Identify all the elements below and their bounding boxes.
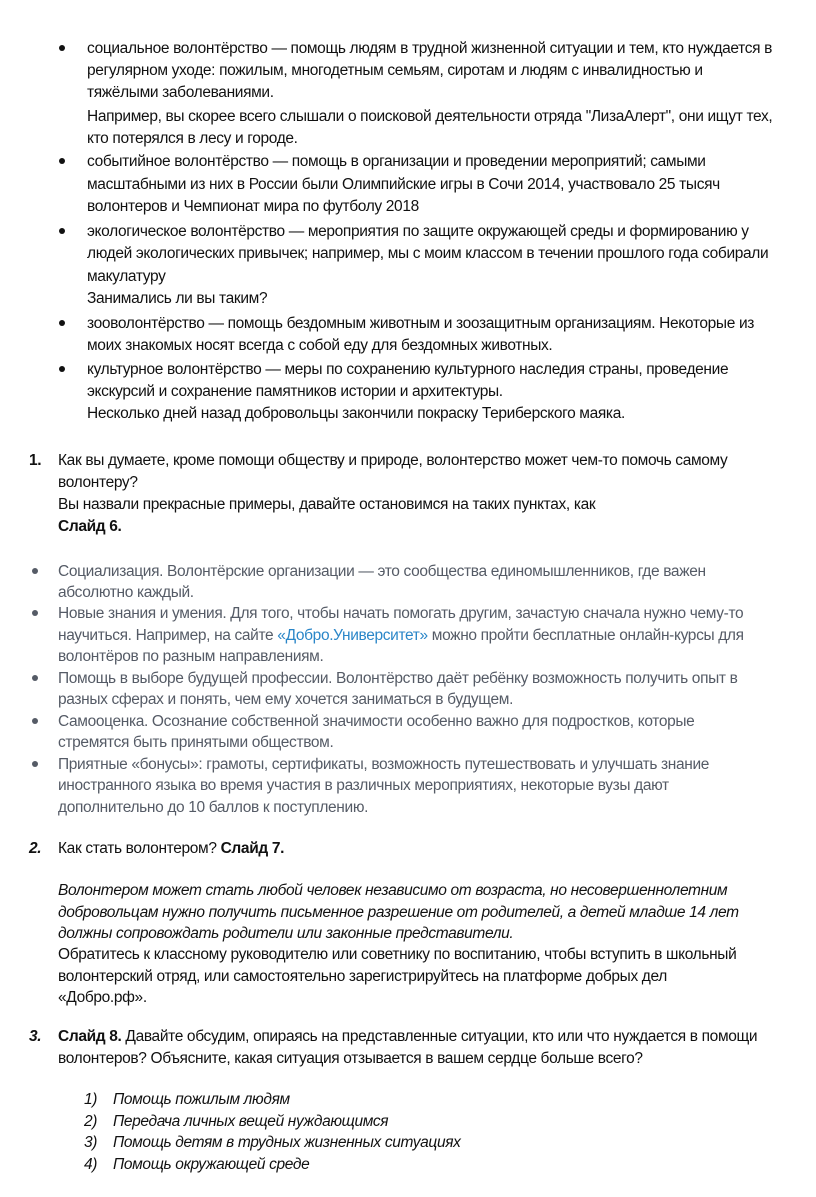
paragraph-line: «Добро.рф». — [58, 989, 147, 1006]
bullet-icon — [32, 568, 38, 574]
question-text: Как стать волонтером? — [58, 840, 221, 857]
option-number: 2) — [84, 1113, 98, 1130]
bullet-icon — [32, 610, 38, 616]
list-item-line: макулатуру — [87, 268, 166, 285]
question-text-line: Как вы думаете, кроме помощи обществу и природе, волонтерство может чем-то помочь самому — [58, 452, 728, 469]
question-text-line: волонтеров? Объясните, какая ситуация отзывается в вашем сердце больше всего? — [58, 1050, 643, 1067]
list-item-line: зооволонтёрство — помощь бездомным животным и зоозащитным организациям. Некоторые из — [87, 315, 755, 332]
bullet-icon — [59, 228, 65, 234]
bullet-icon — [59, 45, 65, 51]
bullet-icon — [32, 761, 38, 767]
text-segment: научиться. Например, на сайте — [58, 627, 278, 644]
italic-note-line: добровольцам нужно получить письменное разрешение от родителей, а детей младше 14 лет — [58, 904, 739, 921]
question-text-line: Вы назвали прекрасные примеры, давайте остановимся на таких пунктах, как — [58, 496, 596, 513]
question-number: 1. — [29, 452, 42, 469]
option-text: Помощь детям в трудных жизненных ситуациях — [113, 1134, 461, 1151]
list-item-line: регулярном уходе: пожилым, многодетным семьям, сиротам и людям с инвалидностью и — [87, 62, 703, 79]
question-text: Давайте обсудим, опираясь на представленные ситуации, кто или что нуждается в помощи — [121, 1028, 758, 1045]
bullet-icon — [32, 675, 38, 681]
list-item-line: Самооценка. Осознание собственной значимости особенно важно для подростков, которые — [58, 713, 695, 730]
list-item-line: стремятся быть принятыми обществом. — [58, 734, 334, 751]
list-item-line: Новые знания и умения. Для того, чтобы начать помогать другим, зачастую сначала нужно чему-то — [58, 605, 744, 622]
list-item-line — [58, 625, 744, 646]
option-text: Передача личных вещей нуждающимся — [113, 1113, 389, 1130]
list-item-line: Помощь в выборе будущей профессии. Волонтёрство даёт ребёнку возможность получить опыт в — [58, 670, 738, 687]
list-item-line: культурное волонтёрство — меры по сохранению культурного наследия страны, проведение — [87, 361, 729, 378]
question-text-line — [58, 1026, 757, 1047]
italic-note-line: должны сопровождать родители или законные представители. — [58, 925, 514, 942]
option-text: Помощь окружающей среде — [113, 1156, 310, 1173]
list-item-line: событийное волонтёрство — помощь в организации и проведении мероприятий; самыми — [87, 153, 706, 170]
list-item-line: Несколько дней назад добровольцы закончили покраску Териберского маяка. — [87, 405, 625, 422]
slide-label: Слайд 6. — [58, 518, 122, 535]
list-item-line: масштабными из них в России были Олимпийские игры в Сочи 2014, участвовало 25 тысяч — [87, 176, 720, 193]
list-item-line: волонтёров по разным направлениям. — [58, 648, 324, 665]
option-number: 1) — [84, 1091, 98, 1108]
bullet-icon — [59, 366, 65, 372]
question-number: 2. — [29, 840, 42, 857]
list-item-line: моих знакомых носят всегда с собой еду для бездомных животных. — [87, 337, 553, 354]
question-text-line: волонтеру? — [58, 474, 138, 491]
list-item-line: тяжёлыми заболеваниями. — [87, 84, 274, 101]
bullet-icon — [32, 718, 38, 724]
list-item-line: экскурсий и сохранение памятников истории и архитектуры. — [87, 383, 503, 400]
bullet-icon — [59, 320, 65, 326]
list-item-line: Занимались ли вы таким? — [87, 290, 268, 307]
list-item-line: иностранного языка во время участия в различных мероприятиях, некоторые вузы дают — [58, 777, 669, 794]
italic-note-line: Волонтером может стать любой человек независимо от возраста, но несовершеннолетним — [58, 882, 728, 899]
slide-label: Слайд 8. — [58, 1028, 122, 1045]
list-item-line: Социализация. Волонтёрские организации — это сообщества единомышленников, где важен — [58, 563, 706, 580]
slide-label: Слайд 7. — [220, 840, 285, 857]
list-item-line: Например, вы скорее всего слышали о поисковой деятельности отряда "ЛизаАлерт", они ищут тех, — [87, 108, 773, 125]
question-number: 3. — [29, 1028, 42, 1045]
paragraph-line: волонтерский отряд, или самостоятельно зарегистрируйтесь на платформе добрых дел — [58, 968, 667, 985]
list-item-line: волонтеров и Чемпионат мира по футболу 2018 — [87, 198, 419, 215]
dobro-university-link[interactable]: «Добро.Университет» — [277, 627, 428, 644]
list-item-line: экологическое волонтёрство — мероприятия по защите окружающей среды и формированию у — [87, 223, 749, 240]
question-text-line — [58, 838, 284, 859]
option-text: Помощь пожилым людям — [113, 1091, 290, 1108]
list-item-line: дополнительно до 10 баллов к поступлению. — [58, 799, 369, 816]
list-item-line: абсолютно каждый. — [58, 584, 194, 601]
bullet-icon — [59, 158, 65, 164]
list-item-line: Приятные «бонусы»: грамоты, сертификаты, возможность путешествовать и улучшать знание — [58, 756, 710, 773]
list-item-line: социальное волонтёрство — помощь людям в трудной жизненной ситуации и тем, кто нуждается в — [87, 40, 773, 57]
option-number: 3) — [84, 1134, 98, 1151]
list-item-line: разных сферах и понять, чем ему хочется заниматься в будущем. — [58, 691, 514, 708]
option-number: 4) — [84, 1156, 98, 1173]
paragraph-line: Обратитесь к классному руководителю или советнику по воспитанию, чтобы вступить в школьный — [58, 946, 737, 963]
text-segment: можно пройти бесплатные онлайн-курсы для — [427, 627, 744, 644]
list-item-line: людей экологических привычек; например, мы с моим классом в течении прошлого года собирали — [87, 245, 769, 262]
list-item-line: кто потерялся в лесу и городе. — [87, 130, 298, 147]
